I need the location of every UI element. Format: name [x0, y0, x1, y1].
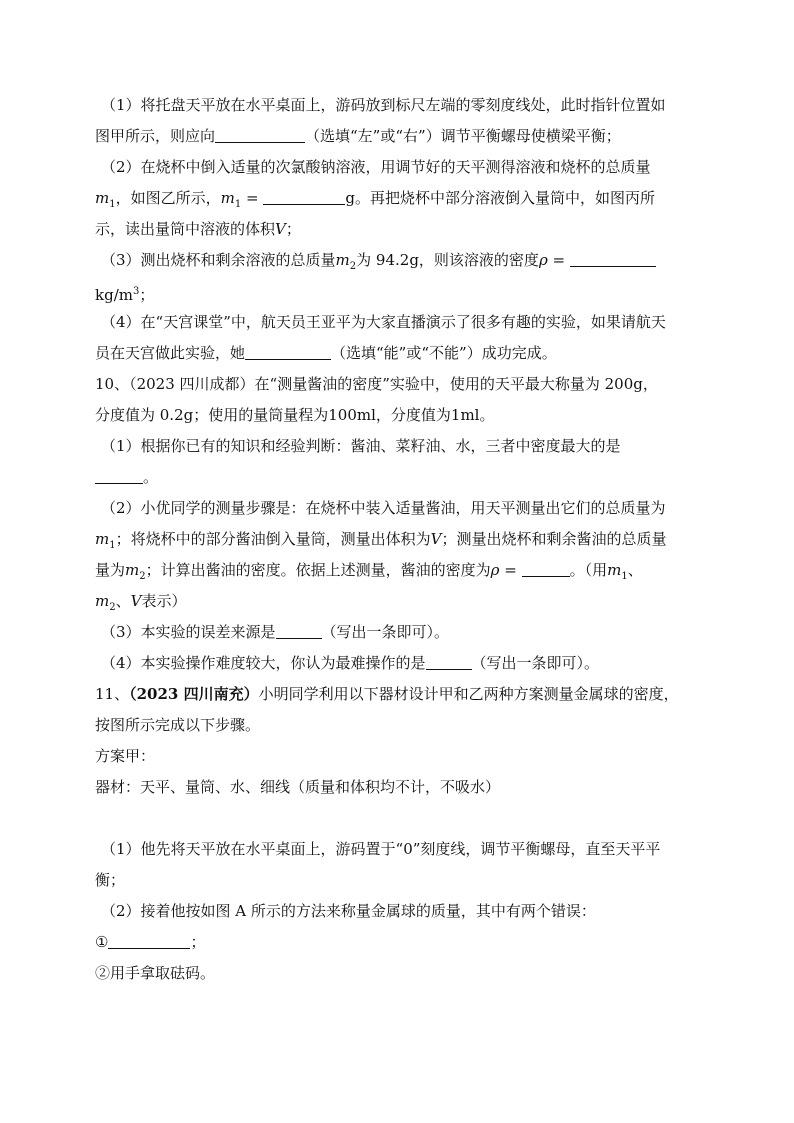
- m1-symbol: $m_1$: [607, 561, 628, 582]
- q11-error-1: [95, 927, 715, 958]
- text: 。（用: [569, 561, 608, 579]
- text: 示，读出量筒中溶液的体积: [95, 220, 276, 238]
- unit: kg/m: [95, 286, 133, 304]
- text: （2）接着他按如图 A 所示的方法来称量金属球的质量，其中有两个错误：: [101, 902, 596, 920]
- text: 图甲所示，则应向: [95, 127, 216, 145]
- q10-part2-line2: [95, 524, 715, 555]
- q11-part1-line2: [95, 865, 715, 896]
- division-value: 1ml: [450, 406, 480, 424]
- answer-blank[interactable]: [426, 651, 472, 670]
- text: ；计算出酱油的密度。依据上述测量，酱油的密度为: [145, 561, 491, 579]
- text: （3）测出烧杯和剩余溶液的总质量: [101, 251, 336, 269]
- text: 、: [627, 561, 643, 579]
- q9-part3-line1: [95, 245, 715, 276]
- q9-part4-line2: [95, 338, 715, 369]
- q11-part1-line1: [95, 834, 715, 865]
- text: ；: [190, 933, 206, 951]
- text: （写出一条即可）。: [471, 654, 600, 672]
- text: 方案甲：: [95, 747, 156, 765]
- q11-heading-line2: [95, 710, 715, 741]
- text: （3）本实验的误差来源是: [101, 623, 276, 641]
- m2-symbol: $m_2$: [95, 592, 116, 613]
- text: （4）本实验操作难度较大，你认为最难操作的是: [101, 654, 426, 672]
- q9-part3-line2: [95, 276, 715, 307]
- q11-plan-label: [95, 741, 715, 772]
- text: 小明同学利用以下器材设计甲和乙两种方案测量金属球的密度，: [258, 685, 679, 703]
- q10-heading-line2: [95, 400, 715, 431]
- m1-symbol: $m_1$: [95, 530, 116, 551]
- document-page: [95, 90, 715, 989]
- q11-part2: [95, 896, 715, 927]
- q9-part2-line3: [95, 214, 715, 245]
- text: （1）将托盘天平放在水平桌面上，游码放到标尺左端的零刻度线处，此时指针位置如: [101, 96, 666, 114]
- m1-symbol: $m_1$: [95, 189, 116, 210]
- m2-symbol: $m_2$: [125, 561, 146, 582]
- answer-blank[interactable]: [276, 620, 322, 639]
- m1-symbol: $m_1$: [220, 189, 242, 210]
- text: 。: [143, 468, 159, 486]
- text: 量为: [95, 561, 126, 579]
- text: （1）他先将天平放在水平桌面上，游码置于“0”刻度线，调节平衡螺母，直至天平平: [101, 840, 661, 858]
- answer-blank[interactable]: [263, 186, 345, 205]
- v-symbol: V: [430, 530, 442, 548]
- text: （选填“左”或“右”）调节平衡螺母使横梁平衡；: [305, 127, 621, 145]
- q9-part2-line1: [95, 152, 715, 183]
- text: 。: [479, 406, 495, 424]
- q10-part3: [95, 617, 715, 648]
- m2-symbol: $m_2$: [335, 251, 357, 272]
- q11-equipment: [95, 772, 715, 803]
- q9-part1-line2: [95, 121, 715, 152]
- q11-heading-line1: [95, 679, 715, 710]
- answer-blank[interactable]: [108, 930, 190, 949]
- answer-blank[interactable]: [95, 465, 143, 484]
- text: ，如图乙所示，: [115, 189, 221, 207]
- text: 、: [115, 592, 131, 610]
- q9-part2-line2: [95, 183, 715, 214]
- text: ，分度值为: [375, 406, 451, 424]
- rho-symbol: ρ: [490, 561, 500, 579]
- text: （1）根据你已有的知识和经验判断：酱油、菜籽油、水，三者中密度最大的是: [101, 437, 621, 455]
- figure-gap: [95, 803, 715, 834]
- answer-blank[interactable]: [245, 341, 331, 360]
- text: 为 94.2g，则该溶液的密度: [356, 251, 539, 269]
- range-value: 100ml: [328, 406, 376, 424]
- text: 分度值为 0.2g；使用的量筒量程为: [95, 406, 329, 424]
- q9-part1-line1: [95, 90, 715, 121]
- text: g。再把烧杯中部分溶液倒入量筒中，如图丙所: [345, 189, 655, 207]
- text: （4）在“天宫课堂”中，航天员王亚平为大家直播演示了很多有趣的实验，如果请航天: [101, 313, 666, 331]
- text: 员在天宫做此实验，她: [95, 344, 246, 362]
- text: （2）小优同学的测量步骤是：在烧杯中装入适量酱油，用天平测量出它们的总质量为: [101, 499, 666, 517]
- text: ①: [95, 933, 109, 951]
- text: ；: [139, 286, 155, 304]
- text: 器材：天平、量筒、水、细线（质量和体积均不计，不吸水）: [95, 778, 501, 796]
- v-symbol: V: [275, 220, 286, 238]
- text: （2）在烧杯中倒入适量的次氯酸钠溶液，用调节好的天平测得溶液和烧杯的总质量: [101, 158, 651, 176]
- q10-part2-line4: [95, 586, 715, 617]
- q10-part2-line1: [95, 493, 715, 524]
- v-symbol: V: [130, 592, 142, 610]
- question-number: 11、: [95, 685, 130, 703]
- q10-heading-line1: [95, 369, 715, 400]
- answer-blank[interactable]: [215, 124, 305, 143]
- text: 衡；: [95, 871, 126, 889]
- text: （写出一条即可）。: [321, 623, 450, 641]
- q10-part2-line3: [95, 555, 715, 586]
- text: ；将烧杯中的部分酱油倒入量筒，测量出体积为: [115, 530, 431, 548]
- text: 表示）: [141, 592, 187, 610]
- source-label: （2023 四川南充）: [129, 685, 259, 703]
- q10-part4: [95, 648, 715, 679]
- answer-blank[interactable]: [522, 558, 570, 577]
- unit-exponent: 3: [132, 286, 140, 297]
- text: ②用手拿取砝码。: [95, 964, 216, 982]
- text: ；测量出烧杯和剩余酱油的总质量: [441, 530, 667, 548]
- q9-part4-line1: [95, 307, 715, 338]
- answer-blank[interactable]: [570, 248, 656, 267]
- text: =: [241, 189, 264, 207]
- text: ；: [285, 220, 301, 238]
- text: （选填“能”或“不能”）成功完成。: [331, 344, 557, 362]
- text: =: [547, 251, 570, 269]
- q10-part1-line1: [95, 431, 715, 462]
- text: =: [499, 561, 522, 579]
- rho-symbol: ρ: [538, 251, 548, 269]
- text: 按图所示完成以下步骤。: [95, 716, 261, 734]
- q11-error-2: [95, 958, 715, 989]
- q10-part1-line2: [95, 462, 715, 493]
- text: 10、（2023 四川成都）在“测量酱油的密度”实验中，使用的天平最大称量为 200g，: [95, 375, 658, 393]
